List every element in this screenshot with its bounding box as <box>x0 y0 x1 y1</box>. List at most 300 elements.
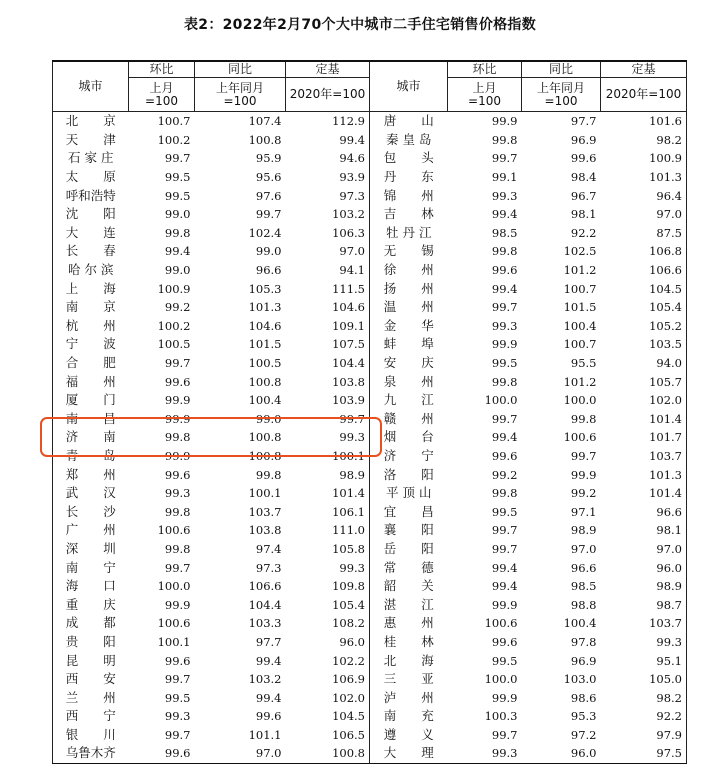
table-row <box>53 112 687 131</box>
left-mom-cell: 99.3 <box>164 486 191 501</box>
left-base-cell: 105.8 <box>286 540 370 559</box>
left-city-cell: 西 安 <box>65 671 116 687</box>
right-mom-cell: 99.6 <box>491 263 518 278</box>
right-base-cell: 101.3 <box>649 170 682 185</box>
left-city-cell: 太 原 <box>65 169 116 185</box>
left-base-cell: 103.9 <box>286 391 370 410</box>
left-mom-cell: 99.9 <box>164 393 191 408</box>
left-city-cell: 青 岛 <box>65 447 116 463</box>
right-mom-cell: 99.4 <box>491 207 518 222</box>
left-base-cell: 97.3 <box>286 186 370 205</box>
subheader-mom-line1: 上月 <box>472 80 497 95</box>
table-row <box>53 614 687 633</box>
header-yoy-left: 同比 <box>195 61 286 78</box>
right-base-cell: 101.7 <box>649 430 682 445</box>
right-mom-cell: 99.4 <box>491 430 518 445</box>
left-city-cell: 广 州 <box>65 522 116 538</box>
left-city-cell: 福 州 <box>65 373 116 389</box>
right-yoy-cell: 100.4 <box>563 616 597 631</box>
left-mom-cell: 99.7 <box>164 560 191 575</box>
table-row <box>53 168 687 187</box>
table-title: 表2：2022年2月70个大中城市二手住宅销售价格指数 <box>183 17 537 33</box>
left-mom-cell: 100.1 <box>157 634 191 649</box>
left-base-cell: 99.3 <box>286 558 370 577</box>
table-row <box>53 484 687 503</box>
subheader-mom-line1: 上月 <box>149 80 174 95</box>
right-yoy-cell: 97.2 <box>570 727 597 742</box>
table-row <box>53 354 687 373</box>
left-city-cell: 乌鲁木齐 <box>65 745 116 761</box>
right-base-cell: 98.2 <box>656 690 682 705</box>
table-row <box>53 242 687 261</box>
right-mom-cell: 99.7 <box>491 151 518 166</box>
right-mom-cell: 99.6 <box>491 448 518 463</box>
right-yoy-cell: 96.6 <box>570 560 597 575</box>
table-row <box>53 633 687 652</box>
right-mom-cell: 99.7 <box>491 300 518 315</box>
subheader-yoy-line1: 上年同月 <box>215 80 264 95</box>
table-row <box>53 502 687 521</box>
subheader-base-left: 2020年=100 <box>286 78 370 112</box>
left-mom-cell: 99.6 <box>164 746 191 761</box>
left-yoy-cell: 100.8 <box>248 132 282 147</box>
left-city-cell: 济 南 <box>65 429 116 445</box>
right-mom-cell: 99.7 <box>491 411 518 426</box>
table-row <box>53 372 687 391</box>
left-city-cell: 杭 州 <box>65 317 116 333</box>
right-yoy-cell: 98.9 <box>570 523 597 538</box>
left-city-cell: 上 海 <box>65 280 116 296</box>
right-base-cell: 103.7 <box>649 448 682 463</box>
right-city-cell: 徐 州 <box>383 262 434 278</box>
left-yoy-cell: 101.1 <box>248 727 282 742</box>
right-yoy-cell: 99.8 <box>570 411 597 426</box>
right-mom-cell: 100.0 <box>484 393 518 408</box>
left-mom-cell: 99.5 <box>164 188 191 203</box>
left-city-cell: 长 春 <box>65 243 116 259</box>
left-yoy-cell: 103.2 <box>248 672 282 687</box>
highlight-box <box>40 417 382 457</box>
right-yoy-cell: 96.7 <box>570 188 597 203</box>
subheader-mom-left <box>129 78 195 112</box>
table-row <box>53 261 687 280</box>
right-yoy-cell: 99.9 <box>570 467 597 482</box>
left-base-cell: 111.0 <box>286 521 370 540</box>
right-base-cell: 92.2 <box>656 709 682 724</box>
table-row <box>53 186 687 205</box>
left-mom-cell: 99.6 <box>164 374 191 389</box>
left-yoy-cell: 100.8 <box>248 374 282 389</box>
left-mom-cell: 99.7 <box>164 672 191 687</box>
left-yoy-cell: 102.4 <box>248 225 282 240</box>
right-yoy-cell: 96.0 <box>570 746 597 761</box>
table-row <box>53 726 687 745</box>
left-base-cell: 104.5 <box>286 707 370 726</box>
right-city-cell: 温 州 <box>383 299 434 315</box>
left-yoy-cell: 100.1 <box>248 486 282 501</box>
left-yoy-cell: 95.9 <box>255 151 282 166</box>
right-mom-cell: 99.6 <box>491 634 518 649</box>
right-base-cell: 105.4 <box>649 300 682 315</box>
left-city-cell: 长 沙 <box>65 503 116 519</box>
left-mom-cell: 99.7 <box>164 727 191 742</box>
right-mom-cell: 99.4 <box>491 281 518 296</box>
left-city-cell: 厦 门 <box>65 392 116 408</box>
right-base-cell: 105.7 <box>649 374 682 389</box>
left-city-cell: 成 都 <box>65 615 116 631</box>
left-mom-cell: 100.2 <box>157 132 191 147</box>
left-yoy-cell: 95.6 <box>255 170 282 185</box>
left-city-cell: 天 津 <box>65 131 116 147</box>
table-row <box>53 670 687 689</box>
right-city-cell: 蚌 埠 <box>383 336 434 352</box>
right-base-cell: 106.8 <box>649 244 682 259</box>
left-mom-cell: 99.8 <box>164 430 191 445</box>
left-yoy-cell: 99.4 <box>255 653 282 668</box>
left-yoy-cell: 99.4 <box>255 690 282 705</box>
right-base-cell: 96.0 <box>656 560 682 575</box>
left-city-cell: 郑 州 <box>65 466 116 482</box>
left-yoy-cell: 107.4 <box>248 114 282 129</box>
right-base-cell: 101.4 <box>649 486 682 501</box>
right-mom-cell: 99.8 <box>491 486 518 501</box>
right-base-cell: 106.6 <box>649 263 682 278</box>
left-base-cell: 102.2 <box>286 651 370 670</box>
left-city-cell: 重 庆 <box>65 596 116 612</box>
right-mom-cell: 99.4 <box>491 560 518 575</box>
left-base-cell: 109.8 <box>286 577 370 596</box>
right-city-cell: 牡 丹 江 <box>386 224 432 240</box>
left-mom-cell: 99.0 <box>164 207 191 222</box>
table-row <box>53 224 687 243</box>
left-yoy-cell: 97.0 <box>255 746 282 761</box>
right-city-cell: 常 德 <box>383 559 434 575</box>
left-mom-cell: 99.5 <box>164 170 191 185</box>
header-mom-right: 环比 <box>448 61 522 78</box>
table-row <box>53 540 687 559</box>
left-base-cell: 94.6 <box>286 149 370 168</box>
right-mom-cell: 100.3 <box>484 709 518 724</box>
left-base-cell: 111.5 <box>286 279 370 298</box>
left-city-cell: 宁 波 <box>65 336 116 352</box>
right-city-cell: 韶 关 <box>383 578 434 594</box>
table-row <box>53 465 687 484</box>
header-city-right: 城市 <box>370 61 448 112</box>
right-city-cell: 金 华 <box>383 317 434 333</box>
left-mom-cell: 99.9 <box>164 411 191 426</box>
left-mom-cell: 99.9 <box>164 597 191 612</box>
right-base-cell: 98.7 <box>656 597 682 612</box>
right-base-cell: 105.0 <box>649 672 682 687</box>
subheader-yoy-left <box>195 78 286 112</box>
left-base-cell: 106.1 <box>286 502 370 521</box>
table-row <box>53 391 687 410</box>
right-mom-cell: 99.8 <box>491 244 518 259</box>
right-yoy-cell: 100.0 <box>563 393 597 408</box>
left-base-cell: 94.1 <box>286 261 370 280</box>
left-mom-cell: 99.8 <box>164 225 191 240</box>
left-city-cell: 沈 阳 <box>65 206 116 222</box>
right-base-cell: 103.5 <box>649 337 682 352</box>
right-city-cell: 无 锡 <box>383 243 434 259</box>
right-mom-cell: 100.6 <box>484 616 518 631</box>
right-base-cell: 101.3 <box>649 467 682 482</box>
left-base-cell: 106.9 <box>286 670 370 689</box>
table-row <box>53 521 687 540</box>
left-city-cell: 武 汉 <box>65 485 116 501</box>
right-mom-cell: 99.3 <box>491 188 518 203</box>
left-city-cell: 海 口 <box>65 578 116 594</box>
right-city-cell: 包 头 <box>383 150 434 166</box>
right-yoy-cell: 98.8 <box>570 597 597 612</box>
left-city-cell: 合 肥 <box>65 355 116 371</box>
table-row <box>53 707 687 726</box>
left-base-cell: 102.0 <box>286 688 370 707</box>
right-city-cell: 桂 林 <box>383 633 434 649</box>
subheader-mom-line2: =100 <box>145 93 178 108</box>
subheader-yoy-line2: =100 <box>544 93 578 108</box>
price-index-table <box>52 60 687 764</box>
right-city-cell: 烟 台 <box>383 429 434 445</box>
right-yoy-cell: 99.6 <box>570 151 597 166</box>
right-city-cell: 洛 阳 <box>383 466 434 482</box>
left-city-cell: 石 家 庄 <box>68 150 114 166</box>
left-city-cell: 哈 尔 滨 <box>68 262 114 278</box>
right-city-cell: 锦 州 <box>383 187 434 203</box>
table-row <box>53 131 687 150</box>
left-base-cell: 112.9 <box>286 112 370 131</box>
right-city-cell: 泸 州 <box>383 689 434 705</box>
right-yoy-cell: 100.7 <box>563 281 597 296</box>
right-yoy-cell: 98.6 <box>570 690 597 705</box>
left-mom-cell: 100.0 <box>157 579 191 594</box>
subheader-base-right: 2020年=100 <box>601 78 687 112</box>
left-yoy-cell: 96.6 <box>255 263 282 278</box>
right-city-cell: 北 海 <box>383 652 434 668</box>
right-city-cell: 襄 阳 <box>383 522 434 538</box>
left-city-cell: 贵 阳 <box>65 633 116 649</box>
right-mom-cell: 99.9 <box>491 337 518 352</box>
right-city-cell: 三 亚 <box>383 671 434 687</box>
left-mom-cell: 99.6 <box>164 653 191 668</box>
subheader-yoy-line2: =100 <box>223 93 257 108</box>
left-mom-cell: 100.5 <box>157 337 191 352</box>
right-base-cell: 96.4 <box>656 188 682 203</box>
right-yoy-cell: 100.4 <box>563 318 597 333</box>
table-row <box>53 298 687 317</box>
right-mom-cell: 99.3 <box>491 746 518 761</box>
right-yoy-cell: 101.2 <box>563 374 597 389</box>
right-mom-cell: 99.8 <box>491 132 518 147</box>
right-yoy-cell: 92.2 <box>570 225 597 240</box>
right-mom-cell: 99.7 <box>491 523 518 538</box>
right-mom-cell: 99.5 <box>491 504 518 519</box>
left-yoy-cell: 104.6 <box>248 318 282 333</box>
right-yoy-cell: 97.8 <box>570 634 597 649</box>
left-city-cell: 银 川 <box>65 726 116 742</box>
right-mom-cell: 99.8 <box>491 374 518 389</box>
left-yoy-cell: 99.0 <box>255 411 282 426</box>
right-city-cell: 平 顶 山 <box>386 485 432 501</box>
left-city-cell: 呼和浩特 <box>65 187 116 203</box>
right-yoy-cell: 98.4 <box>570 170 597 185</box>
left-base-cell: 106.3 <box>286 224 370 243</box>
left-city-cell: 昆 明 <box>65 652 116 668</box>
left-city-cell: 南 昌 <box>65 410 116 426</box>
left-yoy-cell: 97.3 <box>255 560 282 575</box>
left-base-cell: 104.4 <box>286 354 370 373</box>
header-city-left: 城市 <box>53 61 129 112</box>
right-mom-cell: 99.4 <box>491 579 518 594</box>
left-base-cell: 99.3 <box>286 428 370 447</box>
right-base-cell: 97.0 <box>656 541 682 556</box>
right-yoy-cell: 95.5 <box>570 356 597 371</box>
left-city-cell: 南 宁 <box>65 559 116 575</box>
right-yoy-cell: 98.5 <box>570 579 597 594</box>
right-city-cell: 扬 州 <box>383 280 434 296</box>
left-base-cell: 100.1 <box>286 447 370 466</box>
left-mom-cell: 100.9 <box>157 281 191 296</box>
left-yoy-cell: 97.4 <box>255 541 282 556</box>
right-mom-cell: 99.9 <box>491 597 518 612</box>
right-base-cell: 98.9 <box>656 579 682 594</box>
right-mom-cell: 99.7 <box>491 541 518 556</box>
right-yoy-cell: 103.0 <box>563 672 597 687</box>
left-mom-cell: 99.6 <box>164 467 191 482</box>
right-city-cell: 济 宁 <box>383 447 434 463</box>
right-yoy-cell: 101.5 <box>563 300 597 315</box>
right-mom-cell: 99.3 <box>491 318 518 333</box>
left-yoy-cell: 101.3 <box>248 300 282 315</box>
table-row <box>53 149 687 168</box>
right-city-cell: 泉 州 <box>383 373 434 389</box>
right-city-cell: 南 充 <box>383 708 434 724</box>
left-yoy-cell: 103.3 <box>248 616 282 631</box>
left-mom-cell: 100.6 <box>157 616 191 631</box>
right-yoy-cell: 96.9 <box>570 132 597 147</box>
left-city-cell: 西 宁 <box>65 708 116 724</box>
right-mom-cell: 99.9 <box>491 114 518 129</box>
left-city-cell: 兰 州 <box>65 689 116 705</box>
left-base-cell: 108.2 <box>286 614 370 633</box>
left-yoy-cell: 103.8 <box>248 523 282 538</box>
left-yoy-cell: 106.6 <box>248 579 282 594</box>
left-base-cell: 100.8 <box>286 744 370 763</box>
table-row <box>53 651 687 670</box>
left-base-cell: 103.8 <box>286 372 370 391</box>
left-base-cell: 109.1 <box>286 317 370 336</box>
left-mom-cell: 99.3 <box>164 709 191 724</box>
right-mom-cell: 99.1 <box>491 170 518 185</box>
right-yoy-cell: 95.3 <box>570 709 597 724</box>
right-base-cell: 94.0 <box>656 356 682 371</box>
left-mom-cell: 99.9 <box>164 448 191 463</box>
right-base-cell: 96.6 <box>656 504 682 519</box>
left-yoy-cell: 100.4 <box>248 393 282 408</box>
right-city-cell: 安 庆 <box>383 355 434 371</box>
left-city-cell: 南 京 <box>65 299 116 315</box>
right-yoy-cell: 98.1 <box>570 207 597 222</box>
left-mom-cell: 99.5 <box>164 690 191 705</box>
left-base-cell: 93.9 <box>286 168 370 187</box>
right-city-cell: 唐 山 <box>383 113 434 129</box>
right-city-cell: 九 江 <box>383 392 434 408</box>
left-base-cell: 99.7 <box>286 410 370 429</box>
right-city-cell: 丹 东 <box>383 169 434 185</box>
right-mom-cell: 100.0 <box>484 672 518 687</box>
left-base-cell: 99.4 <box>286 131 370 150</box>
right-base-cell: 105.2 <box>649 318 682 333</box>
left-yoy-cell: 105.3 <box>248 281 282 296</box>
left-yoy-cell: 101.5 <box>248 337 282 352</box>
table-row <box>53 205 687 224</box>
left-yoy-cell: 100.5 <box>248 356 282 371</box>
right-base-cell: 87.5 <box>656 225 682 240</box>
left-mom-cell: 99.8 <box>164 541 191 556</box>
left-city-cell: 北 京 <box>65 113 116 129</box>
right-city-cell: 赣 州 <box>383 410 434 426</box>
right-base-cell: 99.3 <box>656 634 682 649</box>
left-mom-cell: 99.2 <box>164 300 191 315</box>
left-mom-cell: 99.4 <box>164 244 191 259</box>
left-mom-cell: 99.7 <box>164 356 191 371</box>
right-yoy-cell: 99.2 <box>570 486 597 501</box>
right-mom-cell: 99.7 <box>491 727 518 742</box>
subheader-mom-line2: =100 <box>468 93 501 108</box>
right-city-cell: 宜 昌 <box>383 503 434 519</box>
header-mom-left: 环比 <box>129 61 195 78</box>
header-yoy-right: 同比 <box>522 61 601 78</box>
price-index-table-container <box>52 60 686 764</box>
right-base-cell: 97.5 <box>656 746 682 761</box>
left-yoy-cell: 97.6 <box>255 188 282 203</box>
left-base-cell: 101.4 <box>286 484 370 503</box>
right-base-cell: 98.2 <box>656 132 682 147</box>
table-row <box>53 577 687 596</box>
right-city-cell: 大 理 <box>383 745 434 761</box>
right-yoy-cell: 96.9 <box>570 653 597 668</box>
left-yoy-cell: 97.7 <box>255 634 282 649</box>
left-yoy-cell: 99.8 <box>255 467 282 482</box>
table-row <box>53 317 687 336</box>
table-row <box>53 744 687 763</box>
right-yoy-cell: 100.6 <box>563 430 597 445</box>
left-city-cell: 深 圳 <box>65 540 116 556</box>
left-mom-cell: 99.8 <box>164 504 191 519</box>
right-base-cell: 101.6 <box>649 114 682 129</box>
right-base-cell: 104.5 <box>649 281 682 296</box>
right-mom-cell: 99.9 <box>491 690 518 705</box>
right-mom-cell: 98.5 <box>491 225 518 240</box>
right-yoy-cell: 102.5 <box>563 244 597 259</box>
left-base-cell: 107.5 <box>286 335 370 354</box>
right-base-cell: 95.1 <box>656 653 682 668</box>
right-yoy-cell: 97.0 <box>570 541 597 556</box>
left-yoy-cell: 99.6 <box>255 709 282 724</box>
left-yoy-cell: 103.7 <box>248 504 282 519</box>
subheader-yoy-right <box>522 78 601 112</box>
left-base-cell: 106.5 <box>286 726 370 745</box>
left-yoy-cell: 100.8 <box>248 448 282 463</box>
right-base-cell: 103.7 <box>649 616 682 631</box>
table-row <box>53 688 687 707</box>
left-yoy-cell: 104.4 <box>248 597 282 612</box>
left-base-cell: 103.2 <box>286 205 370 224</box>
table-row <box>53 558 687 577</box>
table-row <box>53 595 687 614</box>
left-base-cell: 97.0 <box>286 242 370 261</box>
left-yoy-cell: 99.0 <box>255 244 282 259</box>
